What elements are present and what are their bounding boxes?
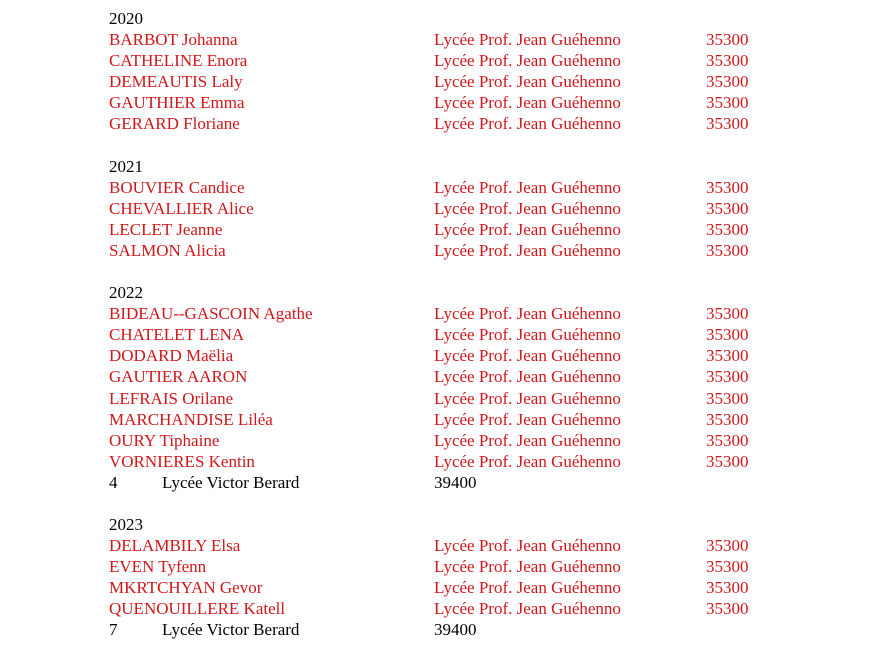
student-row (0, 451, 872, 472)
student-name: DELAMBILY Elsa (109, 536, 241, 556)
student-name: OURY Tiphaine (109, 430, 220, 450)
section-spacer (0, 135, 872, 156)
school-name: Lycée Prof. Jean Guéhenno (434, 451, 621, 471)
other-school-row (0, 472, 872, 493)
year-label: 2022 (109, 283, 143, 303)
student-row (0, 388, 872, 409)
postal-code: 35300 (706, 430, 749, 450)
postal-code: 35300 (706, 325, 749, 345)
year-label: 2020 (109, 9, 143, 28)
year-section (0, 282, 872, 493)
school-name: Lycée Prof. Jean Guéhenno (434, 409, 621, 429)
postal-code: 35300 (706, 578, 749, 598)
postal-code: 35300 (706, 72, 749, 92)
school-name: Lycée Prof. Jean Guéhenno (434, 578, 621, 598)
student-name: BIDEAU--GASCOIN Agathe (109, 304, 313, 324)
postal-code: 35300 (706, 93, 749, 113)
student-name: GAUTHIER Emma (109, 93, 245, 113)
postal-code: 35300 (706, 367, 749, 387)
other-school-row (0, 619, 872, 640)
student-name: LEFRAIS Orilane (109, 388, 234, 408)
student-name: CATHELINE Enora (109, 51, 248, 71)
postal-code: 35300 (706, 599, 749, 619)
student-row (0, 50, 872, 71)
student-row (0, 366, 872, 387)
school-name: Lycée Prof. Jean Guéhenno (434, 114, 621, 134)
year-section (0, 514, 872, 641)
postal-code: 35300 (706, 388, 749, 408)
school-name: Lycée Prof. Jean Guéhenno (434, 30, 621, 50)
student-row (0, 113, 872, 134)
school-name: Lycée Prof. Jean Guéhenno (434, 198, 621, 218)
year-section (0, 8, 872, 135)
student-name: CHEVALLIER Alice (109, 198, 254, 218)
school-name: Lycée Prof. Jean Guéhenno (434, 93, 621, 113)
postal-code: 35300 (706, 451, 749, 471)
school-name: Lycée Prof. Jean Guéhenno (434, 367, 621, 387)
student-row (0, 535, 872, 556)
postal-code: 35300 (706, 114, 749, 134)
postal-code: 35300 (706, 536, 749, 556)
school-name: Lycée Prof. Jean Guéhenno (434, 599, 621, 619)
postal-code: 35300 (706, 177, 749, 197)
school-name: Lycée Prof. Jean Guéhenno (434, 219, 621, 239)
postal-code: 35300 (706, 51, 749, 71)
student-name: SALMON Alicia (109, 240, 226, 260)
student-list-document (0, 8, 872, 641)
other-count: 4 (109, 472, 118, 492)
student-row (0, 198, 872, 219)
postal-code: 35300 (706, 30, 749, 50)
student-row (0, 303, 872, 324)
postal-code: 35300 (706, 557, 749, 577)
student-row (0, 409, 872, 430)
student-name: BOUVIER Candice (109, 177, 245, 197)
postal-code: 35300 (706, 304, 749, 324)
school-name: Lycée Prof. Jean Guéhenno (434, 536, 621, 556)
postal-code: 35300 (706, 346, 749, 366)
postal-code: 35300 (706, 409, 749, 429)
school-name: Lycée Prof. Jean Guéhenno (434, 51, 621, 71)
school-name: Lycée Prof. Jean Guéhenno (434, 346, 621, 366)
year-label: 2021 (109, 156, 143, 176)
student-name: EVEN Tyfenn (109, 557, 207, 577)
student-name: VORNIERES Kentin (109, 451, 255, 471)
student-row (0, 177, 872, 198)
other-postal-code: 39400 (434, 472, 477, 492)
student-name: CHATELET LENA (109, 325, 245, 345)
student-row (0, 71, 872, 92)
student-name: GAUTIER AARON (109, 367, 248, 387)
postal-code: 35300 (706, 198, 749, 218)
school-name: Lycée Prof. Jean Guéhenno (434, 430, 621, 450)
year-heading (0, 514, 872, 535)
student-row (0, 240, 872, 261)
student-row (0, 598, 872, 619)
other-count: 7 (109, 620, 118, 640)
section-spacer (0, 261, 872, 282)
student-row (0, 324, 872, 345)
year-section (0, 156, 872, 261)
school-name: Lycée Prof. Jean Guéhenno (434, 240, 621, 260)
student-row (0, 430, 872, 451)
other-school-name: Lycée Victor Berard (162, 620, 300, 640)
school-name: Lycée Prof. Jean Guéhenno (434, 388, 621, 408)
other-postal-code: 39400 (434, 620, 477, 640)
school-name: Lycée Prof. Jean Guéhenno (434, 177, 621, 197)
school-name: Lycée Prof. Jean Guéhenno (434, 304, 621, 324)
student-name: BARBOT Johanna (109, 30, 238, 50)
student-name: GERARD Floriane (109, 114, 240, 134)
school-name: Lycée Prof. Jean Guéhenno (434, 325, 621, 345)
section-spacer (0, 493, 872, 514)
student-row (0, 29, 872, 50)
student-name: DEMEAUTIS Laly (109, 72, 243, 92)
school-name: Lycée Prof. Jean Guéhenno (434, 557, 621, 577)
student-name: MKRTCHYAN Gevor (109, 578, 263, 598)
student-name: LECLET Jeanne (109, 219, 223, 239)
year-heading (0, 156, 872, 177)
student-row (0, 345, 872, 366)
other-school-name: Lycée Victor Berard (162, 472, 300, 492)
student-name: DODARD Maëlia (109, 346, 234, 366)
school-name: Lycée Prof. Jean Guéhenno (434, 72, 621, 92)
student-name: QUENOUILLERE Katell (109, 599, 286, 619)
postal-code: 35300 (706, 240, 749, 260)
postal-code: 35300 (706, 219, 749, 239)
student-row (0, 92, 872, 113)
year-heading (0, 8, 872, 29)
student-name: MARCHANDISE Liléa (109, 409, 273, 429)
student-row (0, 556, 872, 577)
year-label: 2023 (109, 514, 143, 534)
year-heading (0, 282, 872, 303)
student-row (0, 577, 872, 598)
student-row (0, 219, 872, 240)
